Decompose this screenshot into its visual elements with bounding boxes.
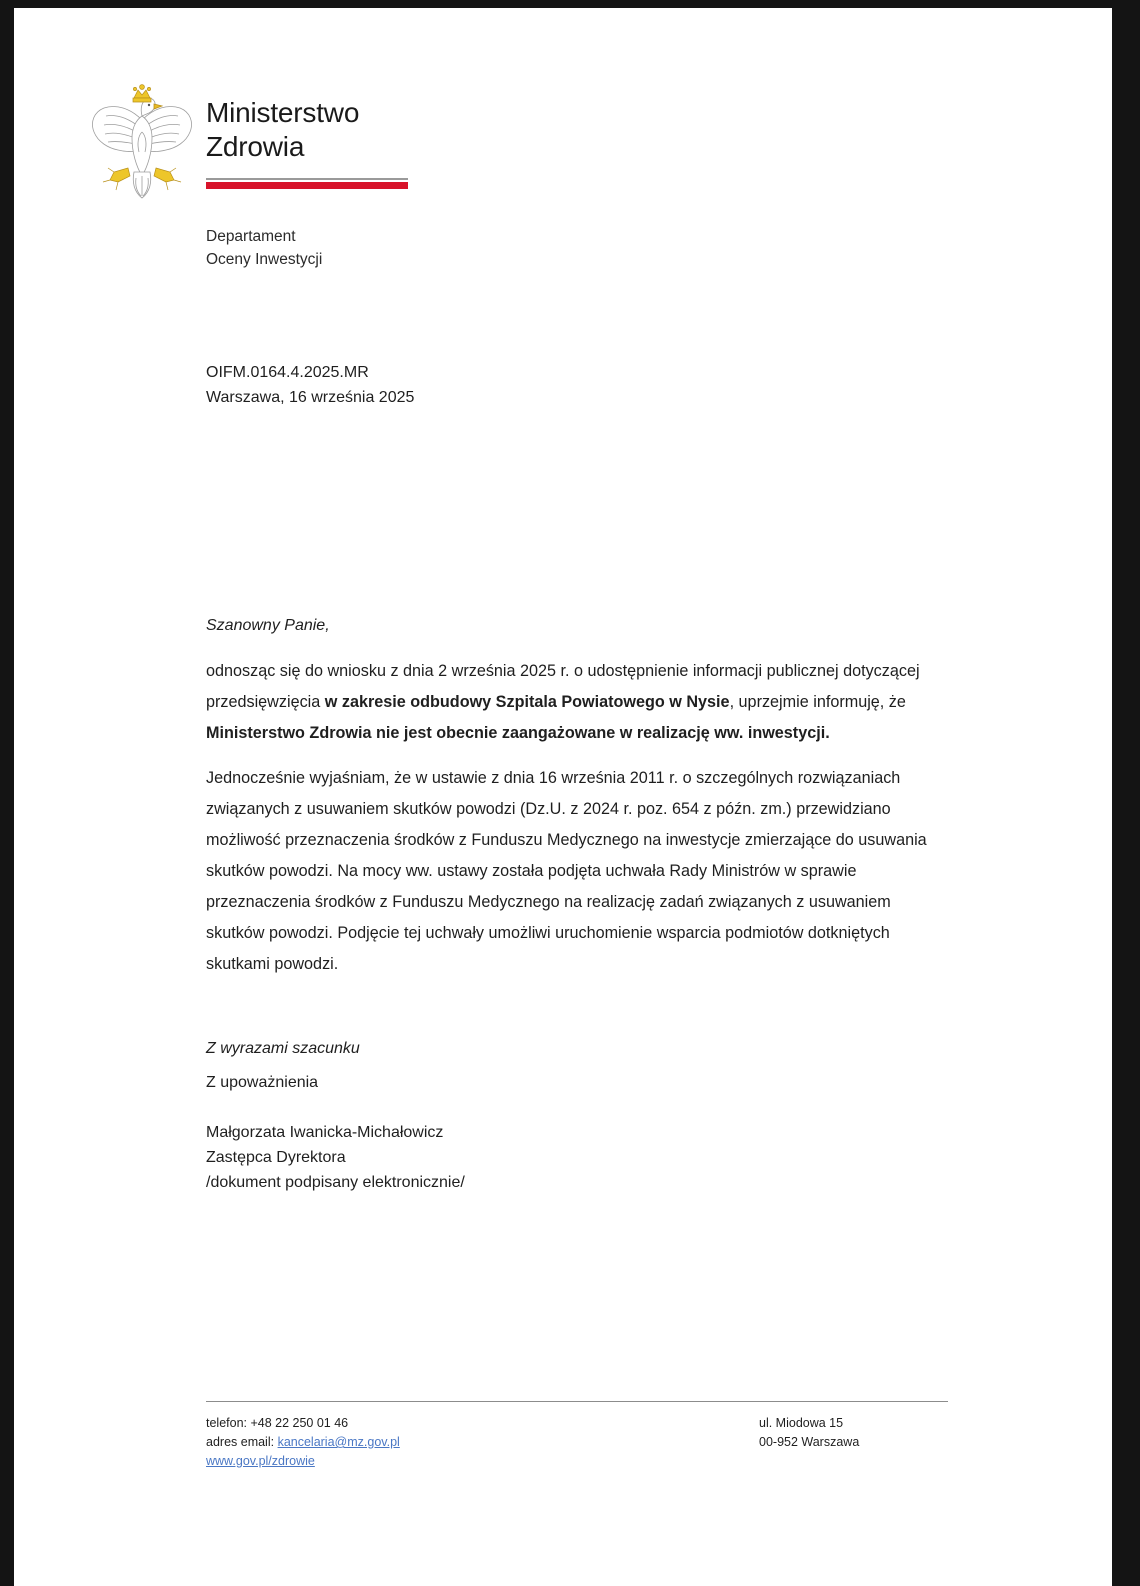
brand-line-zdrowia: Zdrowia bbox=[206, 131, 305, 162]
p1-bold-2: Ministerstwo Zdrowia nie jest obecnie zaangażowane w realizację ww. inwestycji. bbox=[206, 724, 830, 742]
letter-body bbox=[206, 656, 946, 994]
footer-address-line-1: ul. Miodowa 15 bbox=[759, 1416, 844, 1430]
polish-eagle-emblem bbox=[88, 80, 196, 208]
footer-divider bbox=[206, 1401, 948, 1402]
footer-address-line-2: 00-952 Warszawa bbox=[759, 1435, 860, 1449]
letterhead bbox=[88, 80, 448, 215]
salutation: Szanowny Panie, bbox=[206, 617, 330, 634]
accent-rule-red bbox=[206, 182, 408, 189]
accent-rule-gray bbox=[206, 178, 408, 180]
footer-contact bbox=[206, 1414, 400, 1471]
ministry-wordmark bbox=[206, 96, 446, 189]
footer-phone: telefon: +48 22 250 01 46 bbox=[206, 1416, 349, 1430]
authorization: Z upoważnienia bbox=[206, 1074, 319, 1091]
department-line-1: Departament bbox=[206, 228, 296, 245]
p1-part-2: , uprzejmie informuję, że bbox=[729, 693, 906, 711]
valediction: Z wyrazami szacunku bbox=[206, 1040, 360, 1057]
p1-part-1: odnosząc się do wniosku z dnia 2 września 2025 r. o udostępnienie informacji publicznej dotyczącej przedsięwzięcia bbox=[206, 662, 920, 711]
electronic-signature-note: /dokument podpisany elektronicznie/ bbox=[206, 1174, 465, 1191]
footer-address bbox=[759, 1414, 859, 1452]
reference-block bbox=[206, 360, 414, 410]
paragraph-2: Jednocześnie wyjaśniam, że w ustawie z dnia 16 września 2011 r. o szczególnych rozwiązaniach związanych z usuwaniem skutków powodzi (Dz.U. z 2024 r. poz. 654 z późn. zm.) przewidziano możliwość przeznaczenia środków z Funduszu Medycznego na inwestycje zmierzające do usuwania skutków powodzi. Na mocy ww. ustawy została podjęta uchwała Rady Ministrów w sprawie przeznaczenia środków z Funduszu Medycznego na realizację zadań związanych z usuwaniem skutków powodzi. Podjęcie tej uchwały umożliwi uruchomienie wsparcia podmiotów dotkniętych skutkami powodzi. bbox=[206, 769, 927, 973]
department-block bbox=[206, 225, 322, 271]
case-number: OIFM.0164.4.2025.MR bbox=[206, 364, 369, 381]
closing-block bbox=[206, 1032, 360, 1100]
footer-email-label: adres email: bbox=[206, 1435, 278, 1449]
department-line-2: Oceny Inwestycji bbox=[206, 251, 323, 268]
signer-name: Małgorzata Iwanicka-Michałowicz bbox=[206, 1124, 444, 1141]
footer-email-link[interactable]: kancelaria@mz.gov.pl bbox=[277, 1435, 400, 1449]
p1-bold-1: w zakresie odbudowy Szpitala Powiatowego w Nysie bbox=[324, 693, 730, 711]
place-and-date: Warszawa, 16 września 2025 bbox=[206, 389, 415, 406]
signer-position: Zastępca Dyrektora bbox=[206, 1149, 346, 1166]
brand-line-ministerstwo: Ministerstwo bbox=[206, 97, 360, 128]
signature-block bbox=[206, 1120, 465, 1195]
footer-email-row bbox=[206, 1433, 400, 1452]
footer-website-link[interactable]: www.gov.pl/zdrowie bbox=[206, 1454, 315, 1468]
paragraph-1 bbox=[206, 656, 946, 749]
document-page bbox=[14, 8, 1112, 1586]
